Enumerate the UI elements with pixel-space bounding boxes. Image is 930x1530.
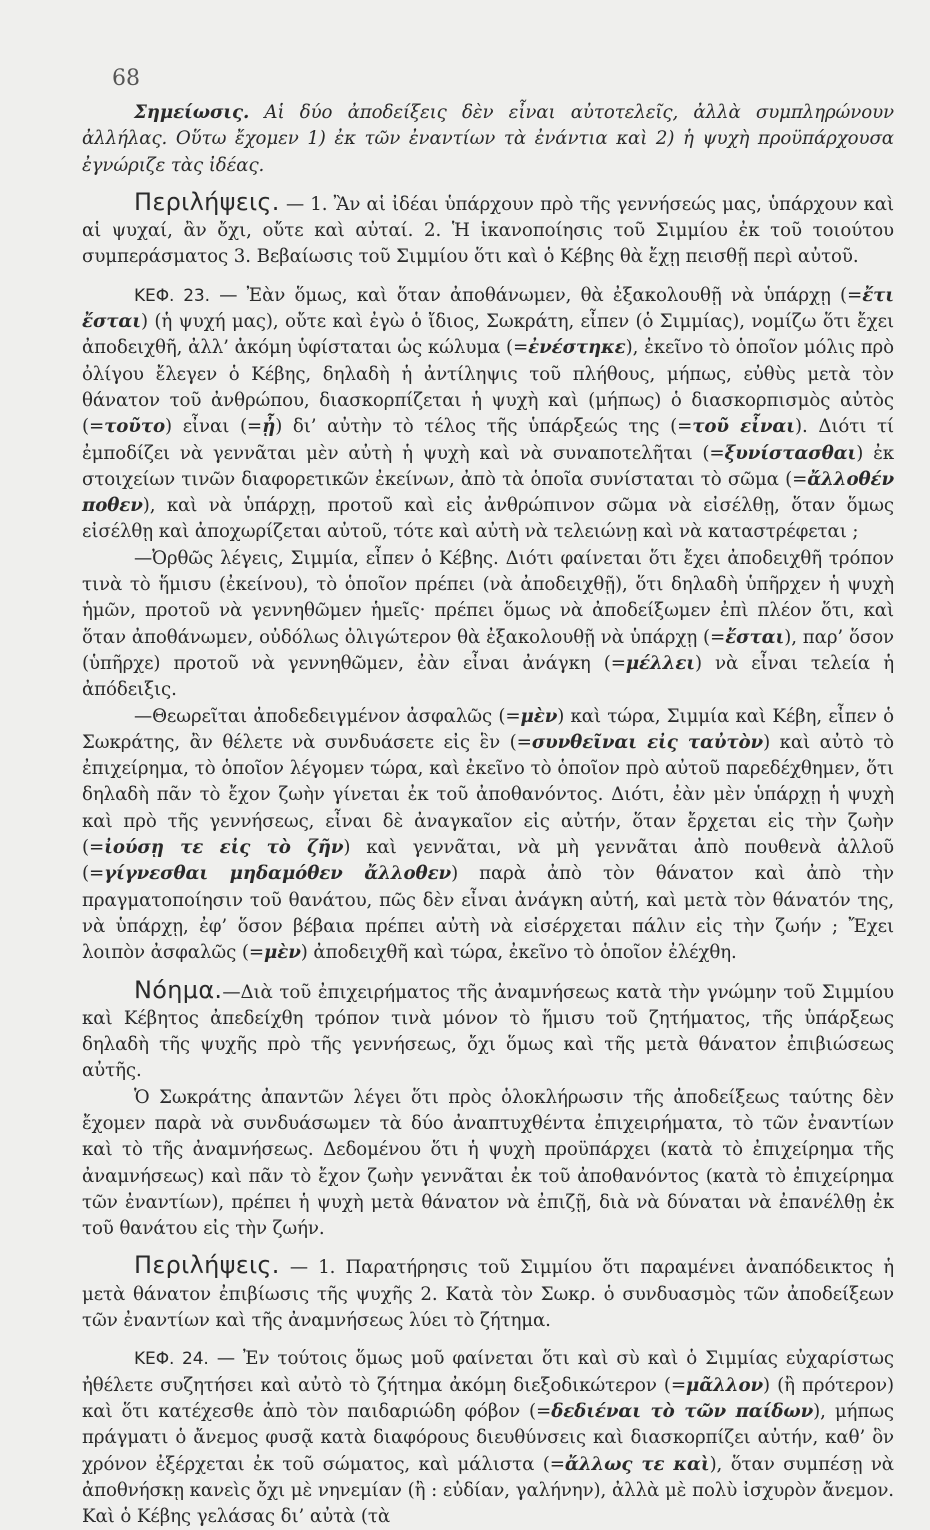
chapter-23-text: — Ἐὰν ὅμως, καὶ ὅταν ἀποθάνωμεν, θὰ ἐξακολουθῇ νὰ ὑπάρχῃ (= [209, 284, 863, 306]
summary-paragraph-2 [82, 1252, 894, 1334]
greek-gloss: ᾖ [262, 416, 276, 438]
greek-gloss: ἔτι ἔσται [82, 284, 894, 333]
greek-gloss: ἰούσῃ τε εἰς τὸ ζῆν [104, 837, 344, 859]
greek-gloss: τοῦ εἶναι [692, 416, 795, 438]
chapter-23-text: ), καὶ νὰ ὑπάρχῃ, προτοῦ καὶ εἰς ἀνθρώπινον σῶμα νὰ εἰσέλθῃ, ὅταν ὅμως εἰσέλθῃ καὶ ἀποχωρίζεται αὐτοῦ, τότε καὶ αὐτὴ νὰ τελειώνῃ καὶ νὰ καταστρέφεται ; [82, 495, 894, 543]
paragraph-text: ) καὶ τώρα, Σιμμία καὶ Κέβη, εἶπεν ὁ Σωκράτης, ἂν θέλετε νὰ συνδυάσετε εἰς ἓν (= [82, 705, 894, 753]
socrates-reply-paragraph [82, 704, 894, 967]
meaning-text: —Διὰ τοῦ ἐπιχειρήματος τῆς ἀναμνήσεως κατὰ τὴν γνώμην τοῦ Σιμμίου καὶ Κέβητος ἀπεδείχθη τρόπον τινὰ μόνον τὸ ἥμισυ τοῦ ζητήματος, τῆς ὑπάρξεως δηλαδὴ τῆς ψυχῆς πρὸ τῆς γεννήσεως, ὄχι ὅμως καὶ τῆς μετὰ θάνατον ἐπιβιώσεως αὐτῆς. [82, 981, 894, 1082]
page-number: 68 [112, 66, 140, 91]
summary-paragraph-1 [82, 189, 894, 271]
explanation-text: Ὁ Σωκράτης ἀπαντῶν λέγει ὅτι πρὸς ὁλοκλήρωσιν τῆς ἀποδείξεως ταύτης δὲν ἔχομεν παρὰ νὰ συνδυάσωμεν τὰ δύο ἀναπτυχθέντα ἐπιχειρήματα, τὸ τῶν ἐναντίων καὶ τὸ τῆς ἀναμνήσεως. Δεδομένου ὅτι ἡ ψυχὴ προϋπάρχει (κατὰ τὸ ἐπιχείρημα τῆς ἀναμνήσεως) καὶ πᾶν τὸ ἔχον ζωὴν γεννᾶται ἐκ τοῦ ἀποθανόντος (κατὰ τὸ ἐπιχείρημα τῶν ἐναντίων), πρέπει ἡ ψυχὴ μετὰ θάνατον νὰ ἐπιζῇ, διὰ νὰ δύναται νὰ ἐπανέλθῃ ἐκ τοῦ θανάτου εἰς τὴν ζωήν. [82, 1086, 894, 1240]
kebes-reply-paragraph [82, 546, 894, 704]
greek-gloss: μέλλει [625, 652, 695, 674]
summary-heading-2: Περιλήψεις. [134, 1251, 280, 1280]
chapter-23-text: ) δι’ αὐτὴν τὸ τέλος τῆς ὑπάρξεώς της (= [275, 416, 693, 438]
chapter-24-text: ) (ἢ πρότερον) καὶ ὅτι κατέχεσθε ἀπὸ τὸν παιδαριώδη φόβον (= [82, 1374, 894, 1422]
meaning-paragraph [82, 977, 894, 1085]
paragraph-text: ) ἀποδειχθῆ καὶ τώρα, ἐκεῖνο τὸ ὁποῖον ἐλέχθη. [300, 942, 737, 964]
greek-gloss: ξυνίστασθαι [724, 442, 857, 464]
chapter-24-paragraph [82, 1346, 894, 1530]
paragraph-text: ), παρ’ ὅσον (ὑπῆρχε) προτοῦ νὰ γεννηθῶμεν, ἐὰν εἶναι ἀνάγκη (= [82, 626, 894, 674]
greek-gloss: συνθεῖναι εἰς ταὐτὸν [531, 731, 764, 753]
paragraph-text: ) καὶ γεννᾶται, νὰ μὴ γεννᾶται ἀπὸ πουθενὰ ἀλλοῦ (= [82, 837, 895, 885]
chapter-23-paragraph [82, 283, 894, 546]
greek-gloss: τοῦτο [104, 416, 165, 438]
greek-gloss: μὲν [264, 942, 301, 964]
paragraph-text: ) νὰ εἶναι τελεία ἡ ἀπόδειξις. [82, 652, 894, 701]
chapter-23-label: ΚΕΦ. 23. [134, 285, 210, 306]
chapter-24-label: ΚΕΦ. 24. [134, 1349, 209, 1370]
greek-gloss: ἄλλοθέν ποθεν [82, 468, 894, 517]
chapter-23-text: ). Διότι τί ἐμποδίζει νὰ γεννᾶται μὲν αὐτὴ ἡ ψυχὴ καὶ νὰ συναποτελῆται (= [82, 416, 894, 464]
summary-heading-1: Περιλήψεις. [134, 187, 280, 216]
chapter-24-text: ), μήπως πράγματι ὁ ἄνεμος φυσᾷ κατὰ διαφόρους διευθύνσεις καὶ διασκορπίζει αὐτήν, καθ’ ὃν χρόνον ἐξέρχεται ἐκ τοῦ σώματος, καὶ μάλιστα (= [82, 1400, 895, 1475]
chapter-23-text: ), ἐκεῖνο τὸ ὁποῖον μόλις πρὸ ὀλίγου ἔλεγεν ὁ Κέβης, δηλαδὴ ἡ ἀντίληψις τοῦ πλήθους, μήπως, εὐθὺς μετὰ τὸν θάνατον τοῦ ἀνθρώπου, διασκορπίζεται ἡ ψυχὴ καὶ (μήπως) ὁ διασκορπισμὸς αὐτὸς (= [82, 337, 894, 438]
summary-text-2: — 1. Παρατήρησις τοῦ Σιμμίου ὅτι παραμένει ἀναπόδεικτος ἡ μετὰ θάνατον ἐπιβίωσις τῆς ψυχῆς 2. Κατὰ τὸν Σωκρ. ὁ συνδυασμὸς τῶν ἀποδείξεων τῶν ἐναντίων καὶ τῆς ἀναμνήσεως λύει τὸ ζήτημα. [82, 1257, 894, 1332]
note-lead: Σημείωσις. [134, 102, 250, 123]
greek-gloss: ἔσται [725, 626, 785, 648]
greek-gloss: γίγνεσθαι μηδαμόθεν ἄλλοθεν [104, 863, 452, 885]
note-paragraph [82, 100, 894, 179]
meaning-heading: Νόημα. [134, 975, 223, 1004]
paragraph-text: ) παρὰ ἀπὸ τὸν θάνατον καὶ ἀπὸ τὴν πραγματοποίησιν τοῦ θανάτου, πῶς δὲν εἶναι ἀνάγκη αὐτή, καὶ μετὰ τὸν θάνατόν της, νὰ ὑπάρχῃ, ἐφ’ ὅσον βέβαια πρέπει αὐτὴ νὰ εἰσέρχεται πάλιν εἰς τὴν ζωήν ; Ἔχει λοιπὸν ἀσφαλῶς (= [82, 863, 894, 964]
explanation-paragraph [82, 1085, 894, 1243]
chapter-24-text: ), ὅταν συμπέσῃ νὰ ἀποθνήσκῃ κανεὶς ὄχι μὲ νηνεμίαν (ἢ : εὐδίαν, γαλήνην), ἀλλὰ μὲ πολὺ ἰσχυρὸν ἄνεμον. Καὶ ὁ Κέβης γελάσας δι’ αὐτὰ (τὰ [82, 1453, 894, 1528]
greek-gloss: μᾶλλον [686, 1374, 764, 1396]
summary-text-1: — 1. Ἂν αἱ ἰδέαι ὑπάρχουν πρὸ τῆς γεννήσεώς μας, ὑπάρχουν καὶ αἱ ψυχαί, ἂν ὄχι, οὔτε καὶ αὐταί. 2. Ἡ ἱκανοποίησις τοῦ Σιμμίου ἐκ τοῦ τοιούτου συμπεράσματος 3. Βεβαίωσις τοῦ Σιμμίου ὅτι καὶ ὁ Κέβης θὰ ἔχῃ πεισθῇ περὶ αὐτοῦ. [82, 193, 894, 268]
greek-gloss: δεδιέναι τὸ τῶν παίδων [551, 1400, 814, 1422]
chapter-23-text: ) ἐκ στοιχείων τινῶν διαφορετικῶν ἐκείνων, ἀπὸ τὰ ὁποῖα συνίσταται τὸ σῶμα (= [82, 442, 894, 490]
paragraph-text: —Ὀρθῶς λέγεις, Σιμμία, εἶπεν ὁ Κέβης. Διότι φαίνεται ὅτι ἔχει ἀποδειχθῆ τρόπον τινὰ τὸ ἥμισυ (ἐκείνου), τὸ ὁποῖον πρέπει (νὰ ἀποδειχθῇ), ὅτι δηλαδὴ ὑπῆρχεν ἡ ψυχὴ ἡμῶν, προτοῦ νὰ γεννηθῶμεν ἡμεῖς· πρέπει ὅμως νὰ ἀποδείξωμεν ἐπὶ πλέον ὅτι, καὶ ὅταν ἀποθάνωμεν, οὐδόλως ὀλιγώτερον θὰ ἐξακολουθῇ νὰ ὑπάρχῃ (= [82, 547, 894, 648]
page-text [82, 100, 894, 1530]
chapter-23-text: ) εἶναι (= [165, 416, 263, 438]
note-text: Αἱ δύο ἀποδείξεις δὲν εἶναι αὐτοτελεῖς, ἀλλὰ συμπληρώνουν ἀλλήλας. Οὕτω ἔχομεν 1) ἐκ τῶν ἐναντίων τὰ ἐνάντια καὶ 2) ἡ ψυχὴ προϋπάρχουσα ἐγνώριζε τὰς ἰδέας. [82, 102, 894, 176]
paragraph-text: ) καὶ αὐτὸ τὸ ἐπιχείρημα, τὸ ὁποῖον λέγομεν τώρα, καὶ ἐκεῖνο τὸ ὁποῖον πρὸ αὐτοῦ παρεδέχθημεν, ὅτι δηλαδὴ πᾶν τὸ ἔχον ζωὴν γίνεται ἐκ τοῦ ἀποθανόντος. Διότι, ἐὰν μὲν ὑπάρχῃ ἡ ψυχὴ καὶ πρὸ τῆς γεννήσεως, εἶναι δὲ ἀναγκαῖον εἰς αὐτήν, ὅταν ἔρχεται εἰς τὴν ζωὴν (= [82, 731, 895, 859]
chapter-23-text: ) (ἡ ψυχή μας), οὔτε καὶ ἐγὼ ὁ ἴδιος, Σωκράτη, εἶπεν (ὁ Σιμμίας), νομίζω ὅτι ἔχει ἀποδειχθῆ, ἀλλ’ ἀκόμη ὑφίσταται ὡς κώλυμα (= [82, 311, 894, 359]
chapter-24-text: — Ἐν τούτοις ὅμως μοῦ φαίνεται ὅτι καὶ σὺ καὶ ὁ Σιμμίας εὐχαρίστως ἠθέλετε συζητήσει καὶ αὐτὸ τὸ ζήτημα ἀκόμη διεξοδικώτερον (= [82, 1348, 894, 1396]
greek-gloss: μὲν [520, 705, 558, 727]
greek-gloss: ἄλλως τε καὶ [564, 1453, 710, 1475]
greek-gloss: ἐνέστηκε [528, 337, 626, 359]
paragraph-text: —Θεωρεῖται ἀποδεδειγμένον ἀσφαλῶς (= [134, 705, 521, 727]
